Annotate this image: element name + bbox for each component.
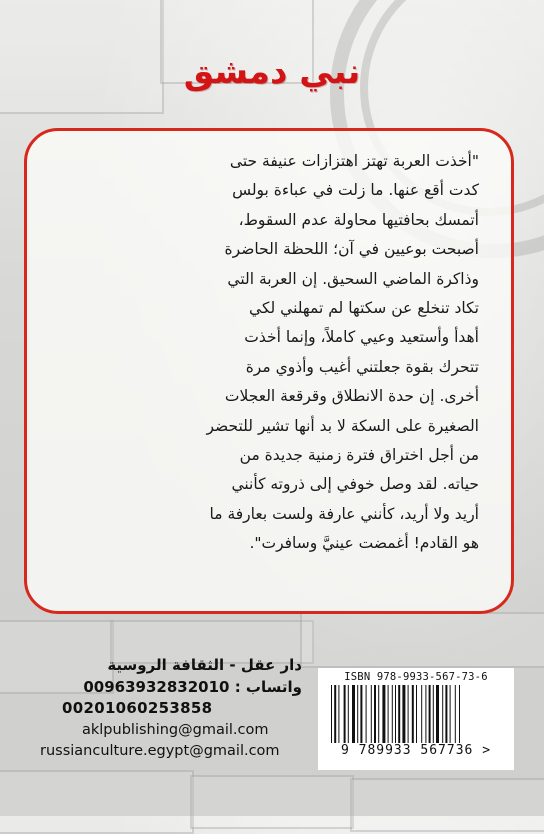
barcode-digits: 9 789933 567736 >	[340, 743, 492, 758]
blurb-line: تتحرك بقوة جعلتني أغيب وأذوي مرة	[245, 357, 479, 376]
whatsapp-number: واتساب : 00963932832010	[83, 677, 302, 696]
book-title: نبي دمشق	[183, 52, 361, 92]
blurb-line: من أجل اختراق فترة زمنية جديدة من	[239, 446, 479, 465]
blurb-line: هو القادم! أغمضت عينيَّ وسافرت".	[249, 534, 479, 553]
blurb-frame	[24, 128, 514, 614]
blurb-line: "أخذت العربة تهتز اهتزازات عنيفة حتى	[229, 152, 479, 170]
publisher-email: aklpublishing@gmail.com	[82, 721, 269, 738]
phone-number: 00201060253858	[62, 699, 213, 717]
blurb-line: أتمسك بحافتيها محاولة عدم السقوط،	[238, 210, 479, 229]
blurb-line: وذاكرة الماضي السحيق. إن العربة التي	[227, 269, 479, 288]
blurb-line: أهدأ وأستعيد وعيي كاملاً، وإنما أخذت	[244, 328, 479, 347]
blurb-line: أريد ولا أريد، كأنني عارفة ولست بعارفة ما	[209, 504, 479, 523]
blurb-line: كدت أقع عنها. ما زلت في عباءة بولس	[232, 181, 479, 200]
isbn-label: ISBN 978-9933-567-73-6	[344, 671, 488, 683]
blurb-text	[59, 147, 479, 559]
publisher-info	[40, 655, 302, 763]
barcode-bars	[327, 685, 505, 743]
blurb-line: حياته. لقد وصل خوفي إلى ذروته كأنني	[231, 475, 479, 494]
publisher-name: دار عقل - الثقافة الروسية	[107, 656, 302, 674]
isbn-barcode	[318, 668, 514, 770]
blurb-line: أصبحت بوعيين في آن؛ اللحظة الحاضرة	[224, 240, 479, 259]
blurb-line: تكاد تنخلع عن سكتها لم تمهلني لكي	[249, 299, 479, 318]
publisher-email-secondary: russianculture.egypt@gmail.com	[40, 743, 280, 759]
blurb-line: الصغيرة على السكة لا بد أنها تشير للتحضر	[206, 416, 479, 435]
blurb-line: أخرى. إن حدة الانطلاق وقرقعة العجلات	[224, 387, 479, 406]
